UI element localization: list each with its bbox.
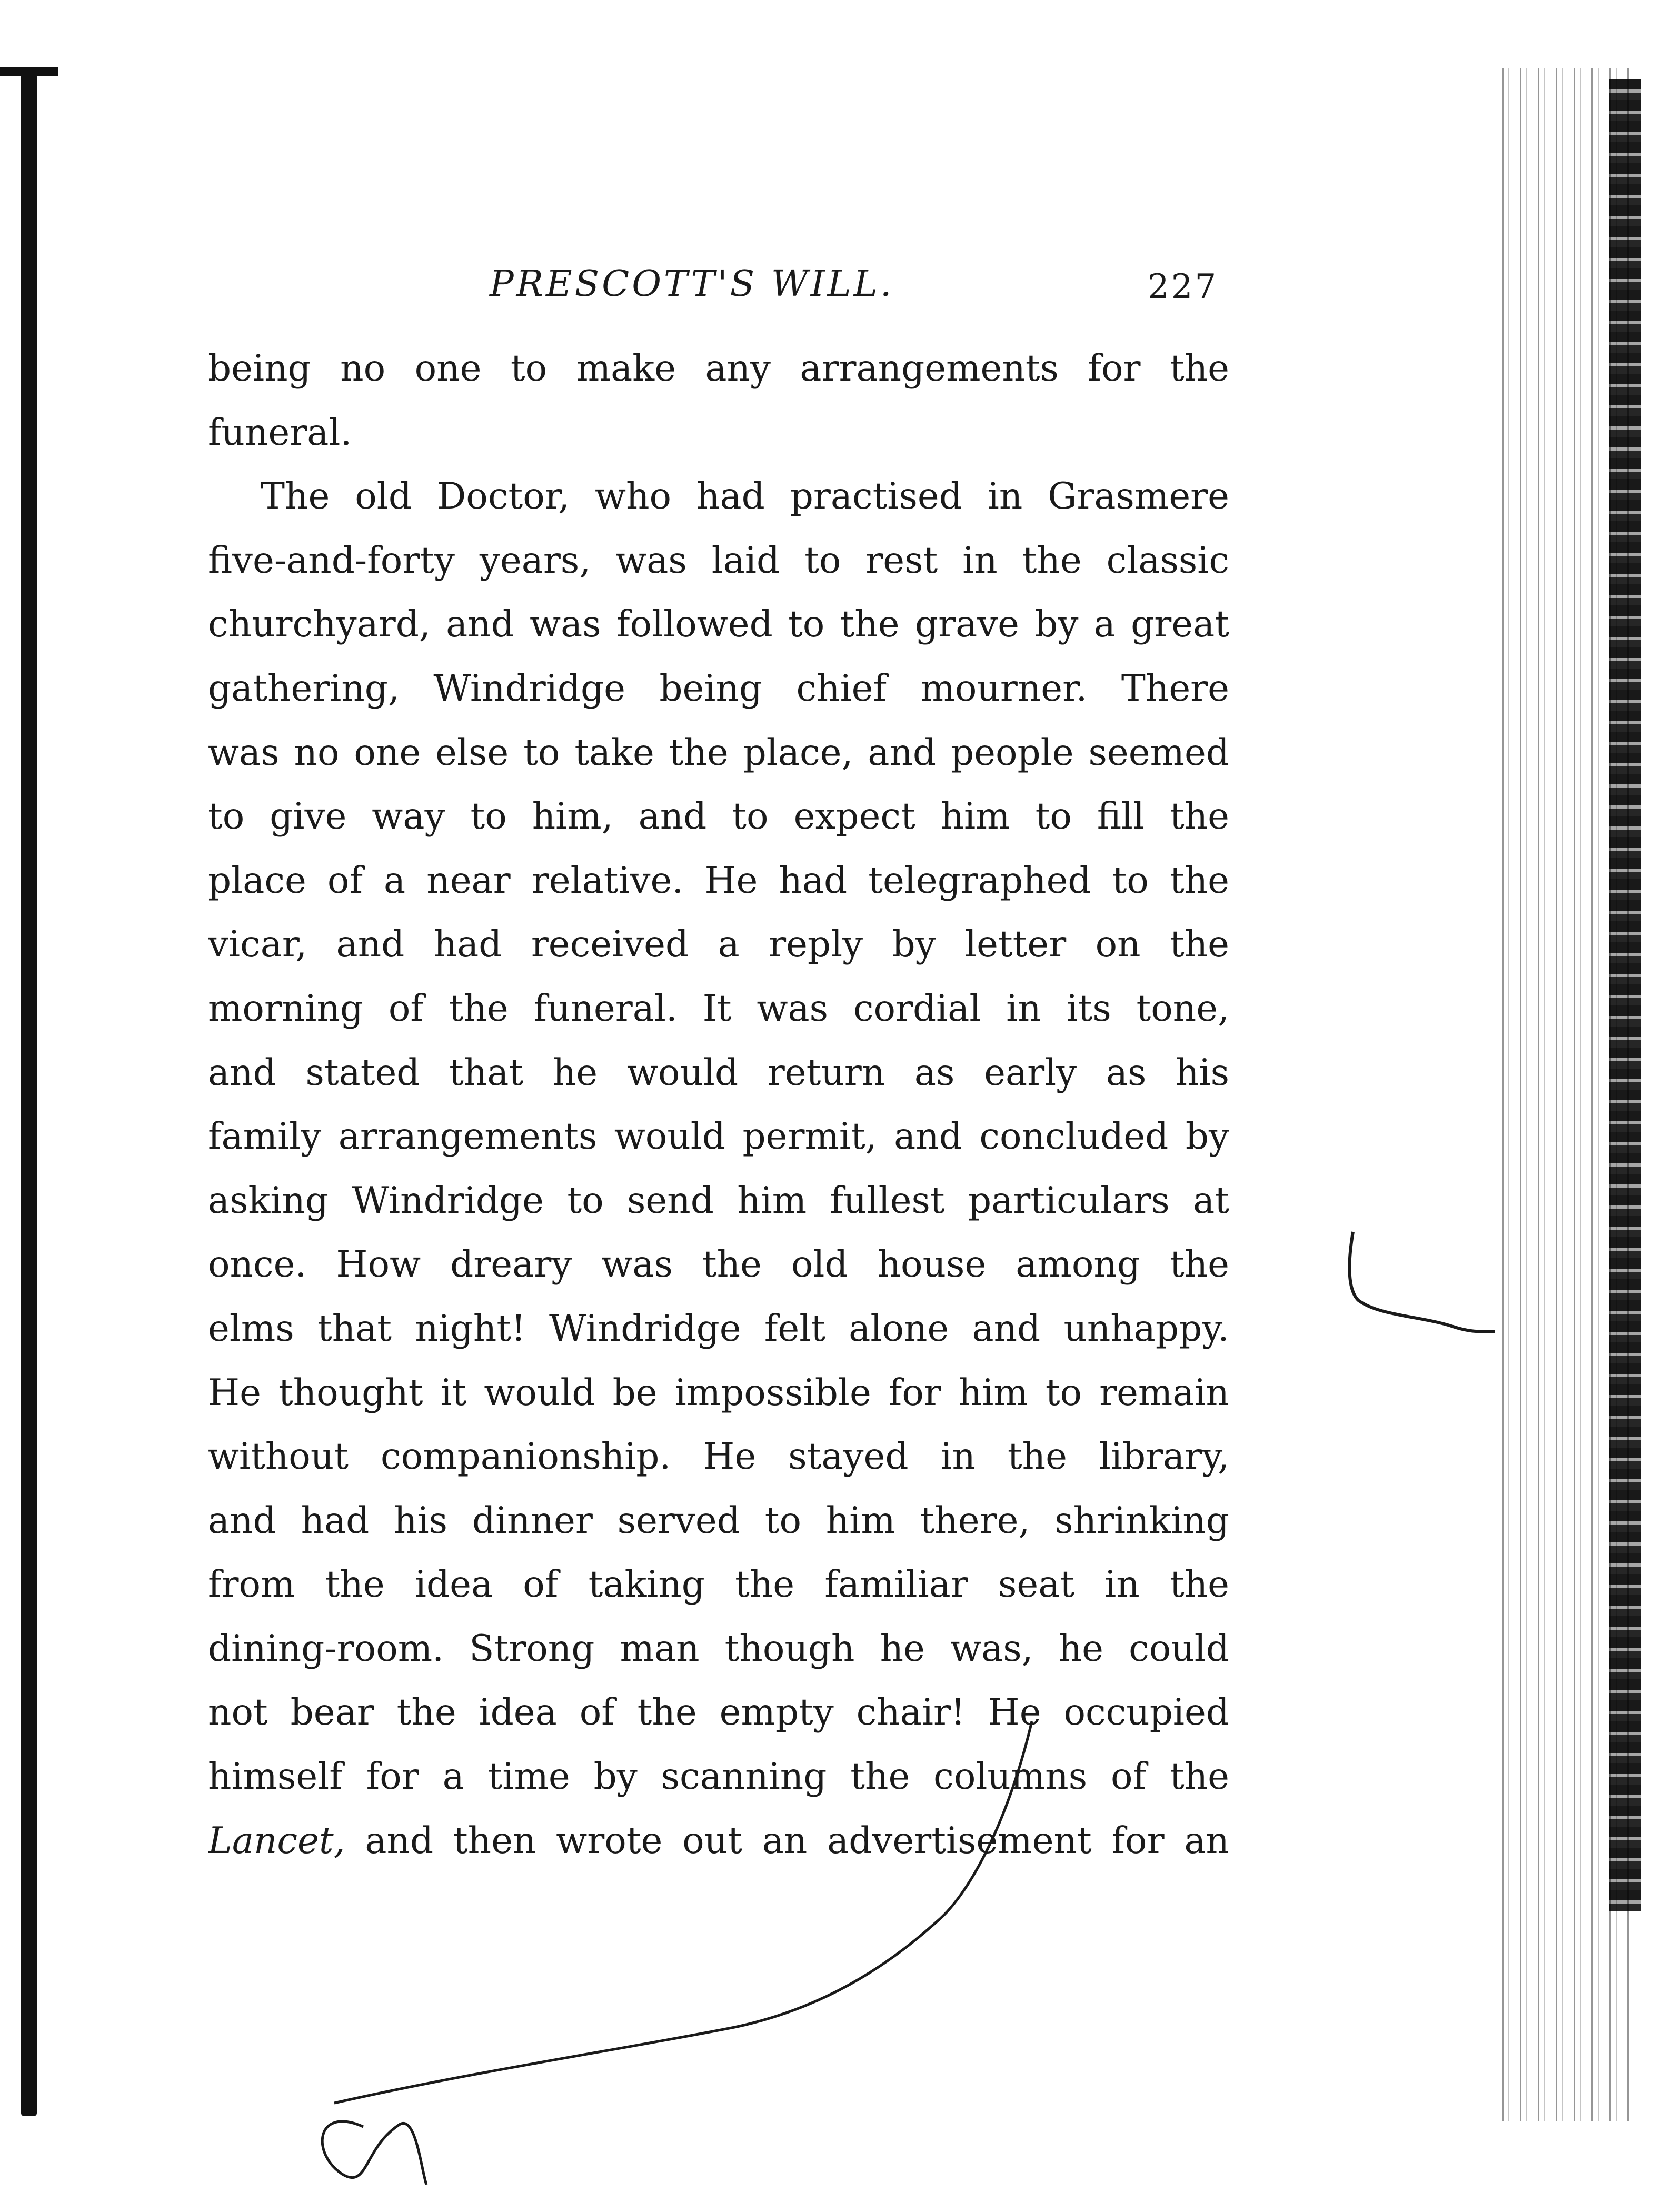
text-line: himself for a time by scanning the columns of the <box>208 1756 1229 1798</box>
text-line: asking Windridge to send him fullest particulars at <box>208 1179 1229 1222</box>
binding-shadow <box>21 74 37 2116</box>
text-line: from the idea of taking the familiar seat in the <box>208 1563 1229 1606</box>
page-number: 227 <box>1148 267 1219 306</box>
text-line: churchyard, and was followed to the grave by a great <box>208 603 1229 646</box>
text-line: to give way to him, and to expect him to fill the <box>208 795 1229 838</box>
text-line: and had his dinner served to him there, shrinking <box>208 1499 1229 1542</box>
text-line: once. How dreary was the old house among the <box>208 1243 1229 1286</box>
pen-line-sweep <box>333 1895 1027 2212</box>
last-line-rest: and then wrote out an advertisement for an <box>345 1819 1229 1862</box>
page-header <box>0 263 1662 311</box>
text-line: being no one to make any arrangements for the <box>208 347 1229 390</box>
text-line: was no one else to take the place, and people seemed <box>208 731 1229 774</box>
text-line: He thought it would be impossible for him to remain <box>208 1371 1229 1414</box>
text-line: gathering, Windridge being chief mourner. There <box>208 667 1229 710</box>
text-line: five-and-forty years, was laid to rest in the classic <box>208 539 1229 582</box>
text-line-last <box>208 1809 1229 1874</box>
text-line: vicar, and had received a reply by letter on the <box>208 923 1229 966</box>
pen-loop-bottom <box>322 2121 426 2185</box>
text-line: without companionship. He stayed in the library, <box>208 1436 1229 1478</box>
right-edge-dark-strip <box>1609 79 1641 1911</box>
lancet-italic: Lancet, <box>208 1819 345 1862</box>
text-line: funeral. <box>208 411 352 454</box>
text-line: The old Doctor, who had practised in Grasmere <box>261 475 1229 518</box>
pen-bracket-right <box>1349 1232 1495 1332</box>
text-line: morning of the funeral. It was cordial in its tone, <box>208 987 1229 1030</box>
body-text <box>208 337 1229 1873</box>
text-line: and stated that he would return as early as his <box>208 1051 1229 1094</box>
text-line: dining-room. Strong man though he was, he could <box>208 1627 1229 1670</box>
text-line: not bear the idea of the empty chair! He occupied <box>208 1691 1229 1734</box>
running-title: PRESCOTT'S WILL. <box>490 263 894 305</box>
text-line: place of a near relative. He had telegraphed to the <box>208 859 1229 902</box>
text-line: elms that night! Windridge felt alone and unhappy. <box>208 1307 1229 1350</box>
text-line: family arrangements would permit, and concluded by <box>208 1115 1229 1158</box>
